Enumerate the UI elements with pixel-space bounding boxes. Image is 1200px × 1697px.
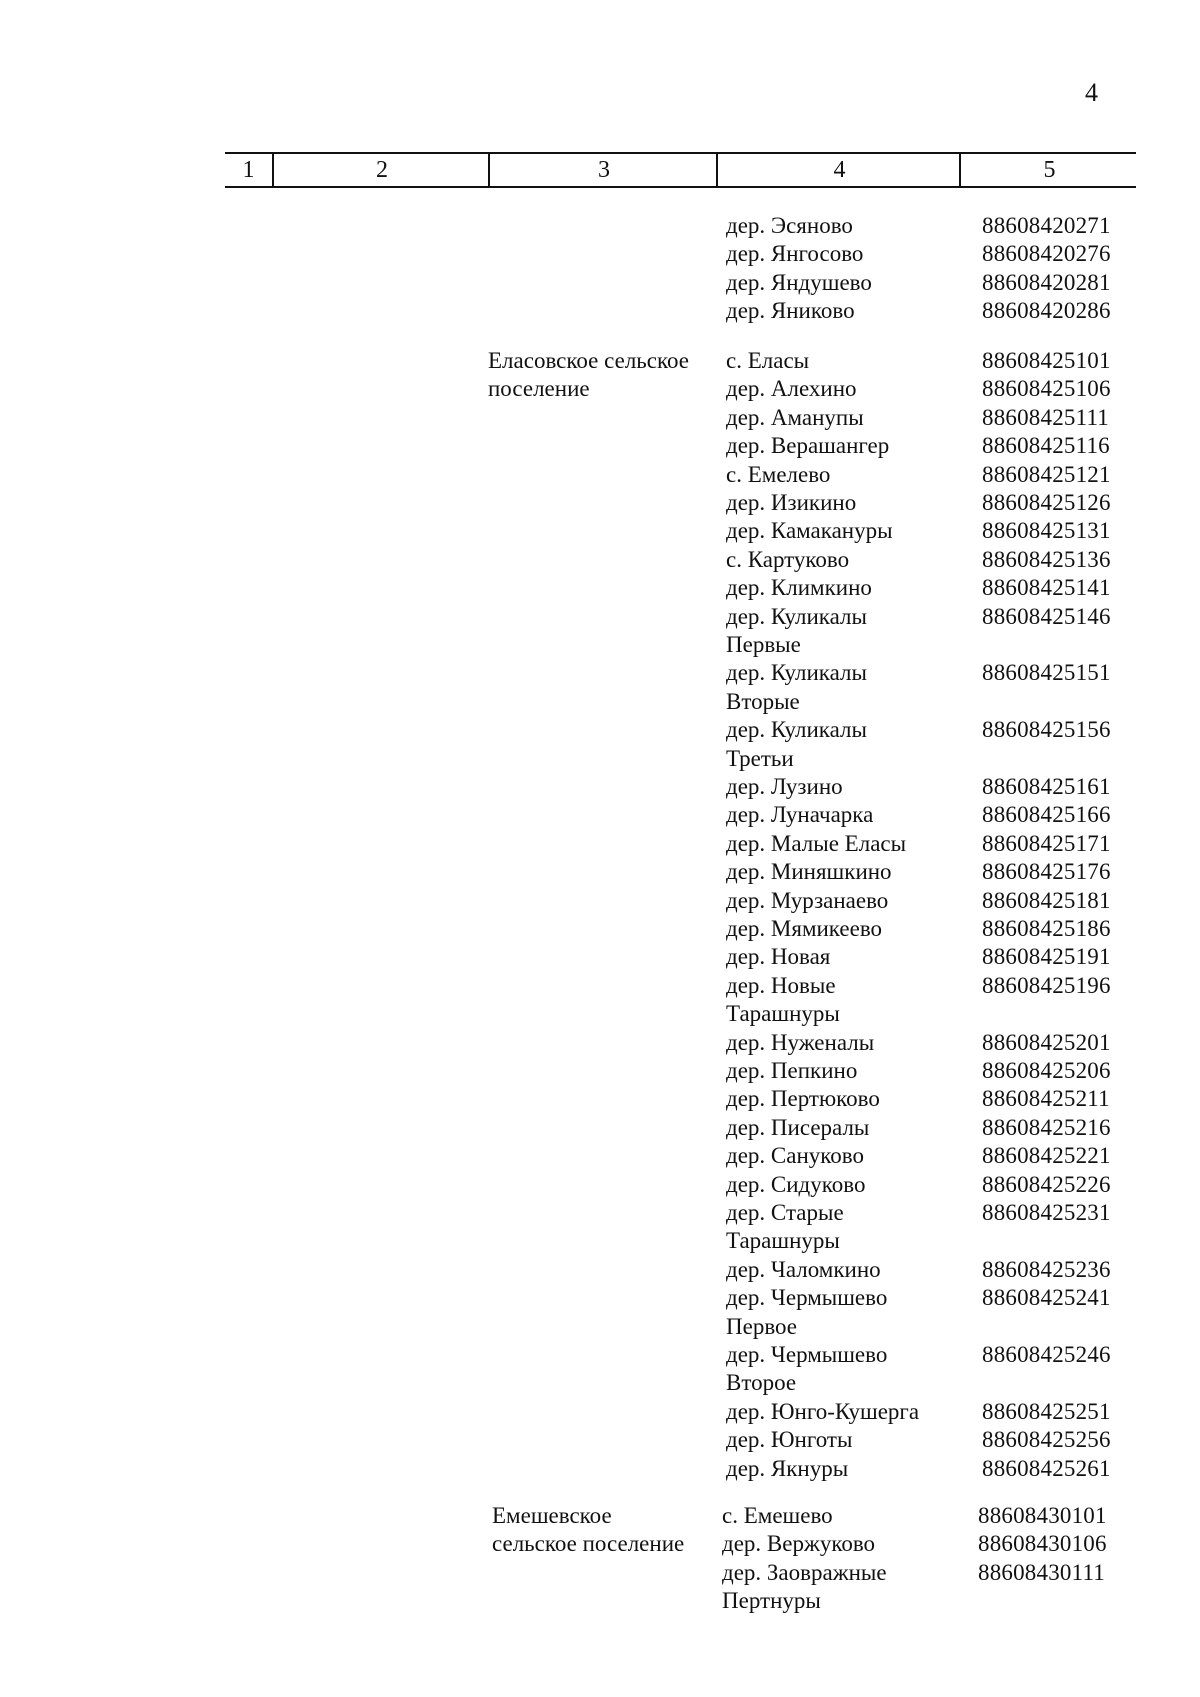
locality-name: с. Емелево (726, 461, 831, 487)
oktmo-code: 88608425126 (982, 490, 1111, 515)
settlement-name-line: сельское поселение (492, 1531, 685, 1557)
oktmo-code: 88608425101 (982, 348, 1111, 373)
oktmo-code: 88608425116 (982, 433, 1110, 459)
header-col-1: 1 (242, 157, 255, 183)
locality-name: дер. Яндушево (726, 269, 872, 295)
locality-name: дер. Мурзанаево (726, 887, 889, 913)
locality-name: дер. Пертюково (726, 1086, 880, 1112)
oktmo-code: 88608425121 (982, 461, 1111, 487)
locality-name: Вторые (726, 688, 800, 714)
oktmo-code: 88608425146 (982, 603, 1111, 629)
oktmo-code: 88608425136 (982, 546, 1111, 572)
locality-name: с. Емешево (722, 1503, 833, 1528)
oktmo-code: 88608425241 (982, 1285, 1111, 1311)
locality-name: с. Картуково (726, 546, 850, 572)
locality-name: дер. Аманупы (726, 404, 864, 430)
oktmo-code: 88608425161 (982, 774, 1111, 799)
locality-name: дер. Сидуково (726, 1171, 866, 1197)
locality-name: Третьи (726, 745, 794, 771)
locality-name: дер. Луначарка (726, 802, 874, 828)
locality-name: Пертнуры (722, 1588, 821, 1614)
locality-name: дер. Писералы (726, 1114, 870, 1140)
oktmo-code: 88608425141 (982, 575, 1111, 601)
oktmo-code: 88608420271 (982, 213, 1111, 238)
header-col-4: 4 (716, 154, 961, 186)
locality-name: дер. Миняшкино (726, 859, 892, 885)
oktmo-code: 88608425191 (982, 944, 1111, 970)
locality-name: дер. Верашангер (726, 433, 890, 459)
oktmo-code: 88608425231 (982, 1200, 1111, 1225)
settlement-name-line: Емешевское (492, 1503, 612, 1528)
oktmo-code: 88608425106 (982, 376, 1111, 402)
locality-name: Тарашнуры (726, 1001, 840, 1027)
table-header (225, 152, 1136, 188)
locality-name: Первое (726, 1313, 798, 1339)
locality-name: дер. Куликалы (726, 717, 867, 743)
oktmo-code: 88608425206 (982, 1058, 1111, 1083)
oktmo-code: 88608425171 (982, 830, 1111, 856)
locality-name: дер. Вержуково (722, 1531, 876, 1557)
locality-name: дер. Изикино (726, 490, 857, 515)
locality-name: дер. Чаломкино (726, 1256, 881, 1282)
header-col-3: 3 (488, 154, 718, 186)
oktmo-code: 88608425151 (982, 660, 1111, 686)
page-number: 4 (1085, 78, 1098, 107)
oktmo-code: 88608420286 (982, 298, 1111, 324)
oktmo-code: 88608425211 (982, 1086, 1110, 1112)
locality-name: дер. Старые (726, 1200, 844, 1225)
locality-name: дер. Новая (726, 944, 831, 970)
oktmo-code: 88608430101 (978, 1503, 1107, 1528)
locality-name: дер. Сануково (726, 1143, 864, 1169)
settlement-name-line: поселение (488, 376, 590, 402)
locality-name: дер. Яниково (726, 298, 855, 324)
locality-name: дер. Заовражные (722, 1559, 887, 1585)
oktmo-code: 88608430106 (978, 1531, 1107, 1557)
oktmo-code: 88608425246 (982, 1342, 1111, 1367)
oktmo-code: 88608425221 (982, 1143, 1111, 1169)
oktmo-code: 88608425176 (982, 859, 1111, 885)
oktmo-code: 88608425166 (982, 802, 1111, 828)
locality-name: дер. Куликалы (726, 660, 867, 686)
locality-name: Первые (726, 632, 801, 657)
locality-name: дер. Нуженалы (726, 1029, 875, 1055)
oktmo-code: 88608425201 (982, 1029, 1111, 1055)
oktmo-code: 88608425181 (982, 887, 1111, 913)
oktmo-code: 88608420281 (982, 269, 1111, 295)
oktmo-code: 88608425256 (982, 1427, 1111, 1453)
oktmo-code: 88608425156 (982, 717, 1111, 743)
locality-name: дер. Эсяново (726, 213, 853, 238)
oktmo-code: 88608425261 (982, 1455, 1111, 1481)
oktmo-code: 88608425196 (982, 972, 1111, 998)
settlement-name-line: Еласовское сельское (488, 348, 689, 373)
locality-name: дер. Юнготы (726, 1427, 853, 1453)
locality-name: дер. Лузино (726, 774, 843, 799)
locality-name: дер. Куликалы (726, 603, 867, 629)
oktmo-code: 88608425226 (982, 1171, 1111, 1197)
locality-name: дер. Мямикеево (726, 916, 883, 941)
oktmo-code: 88608430111 (978, 1559, 1105, 1585)
locality-name: дер. Чермышево (726, 1285, 888, 1311)
locality-name: дер. Янгосово (726, 241, 864, 267)
locality-name: дер. Новые (726, 972, 836, 998)
oktmo-code: 88608420276 (982, 241, 1111, 267)
oktmo-code: 88608425131 (982, 518, 1111, 544)
oktmo-code: 88608425186 (982, 916, 1111, 941)
oktmo-code: 88608425111 (982, 404, 1109, 430)
locality-name: дер. Якнуры (726, 1455, 849, 1481)
locality-name: дер. Алехино (726, 376, 857, 402)
oktmo-code: 88608425251 (982, 1398, 1111, 1424)
locality-name: Второе (726, 1370, 797, 1396)
locality-name: дер. Юнго-Кушерга (726, 1398, 920, 1424)
locality-name: дер. Малые Еласы (726, 830, 907, 856)
locality-name: дер. Чермышево (726, 1342, 888, 1367)
oktmo-code: 88608425216 (982, 1114, 1111, 1140)
locality-name: дер. Пепкино (726, 1058, 858, 1083)
locality-name: с. Еласы (726, 348, 810, 373)
oktmo-code: 88608425236 (982, 1256, 1111, 1282)
locality-name: дер. Камакануры (726, 518, 893, 544)
locality-name: дер. Климкино (726, 575, 872, 601)
header-col-5: 5 (959, 154, 1138, 186)
header-col-2: 2 (272, 154, 490, 186)
locality-name: Тарашнуры (726, 1228, 840, 1254)
